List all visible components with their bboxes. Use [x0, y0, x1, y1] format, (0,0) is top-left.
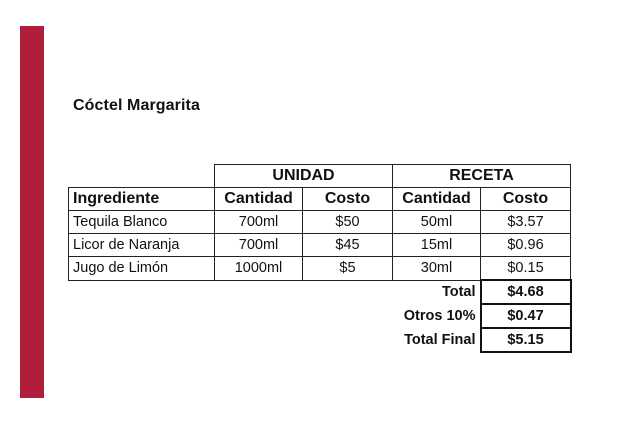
unit-quantity: 700ml — [215, 211, 303, 234]
recipe-quantity: 50ml — [393, 211, 481, 234]
unit-quantity: 1000ml — [215, 257, 303, 281]
column-header-receta-costo: Costo — [481, 188, 571, 211]
unit-cost: $45 — [303, 234, 393, 257]
blank-cell — [69, 165, 215, 188]
table-row — [69, 211, 571, 234]
otros-label: Otros 10% — [403, 308, 476, 324]
total-label: Total — [441, 284, 476, 301]
total-value: $4.68 — [481, 280, 571, 304]
column-header-unidad-costo: Costo — [303, 188, 393, 211]
unit-cost: $5 — [303, 257, 393, 281]
ingredient-name: Licor de Naranja — [69, 234, 215, 257]
unit-quantity: 700ml — [215, 234, 303, 257]
recipe-cost: $3.57 — [481, 211, 571, 234]
recipe-cost: $0.15 — [481, 257, 571, 281]
otros-value: $0.47 — [481, 304, 571, 328]
final-value: $5.15 — [481, 328, 571, 352]
column-header-unidad-cantidad: Cantidad — [215, 188, 303, 211]
page-title: Cóctel Margarita — [73, 97, 200, 114]
summary-row-final — [69, 328, 571, 352]
unit-cost: $50 — [303, 211, 393, 234]
final-label: Total Final — [404, 332, 476, 348]
group-header-row — [69, 165, 571, 188]
ingredient-name: Tequila Blanco — [69, 211, 215, 234]
recipe-quantity: 30ml — [393, 257, 481, 281]
recipe-quantity: 15ml — [393, 234, 481, 257]
column-header-row — [69, 188, 571, 211]
column-header-receta-cantidad: Cantidad — [393, 188, 481, 211]
accent-bar — [20, 26, 44, 398]
summary-row-total — [69, 280, 571, 304]
group-header-receta: RECETA — [393, 165, 571, 188]
table-row — [69, 257, 571, 281]
summary-row-otros — [69, 304, 571, 328]
recipe-cost-table — [68, 164, 572, 353]
ingredient-name: Jugo de Limón — [69, 257, 215, 281]
group-header-unidad: UNIDAD — [215, 165, 393, 188]
table-row — [69, 234, 571, 257]
column-header-ingrediente: Ingrediente — [69, 188, 215, 211]
recipe-cost: $0.96 — [481, 234, 571, 257]
